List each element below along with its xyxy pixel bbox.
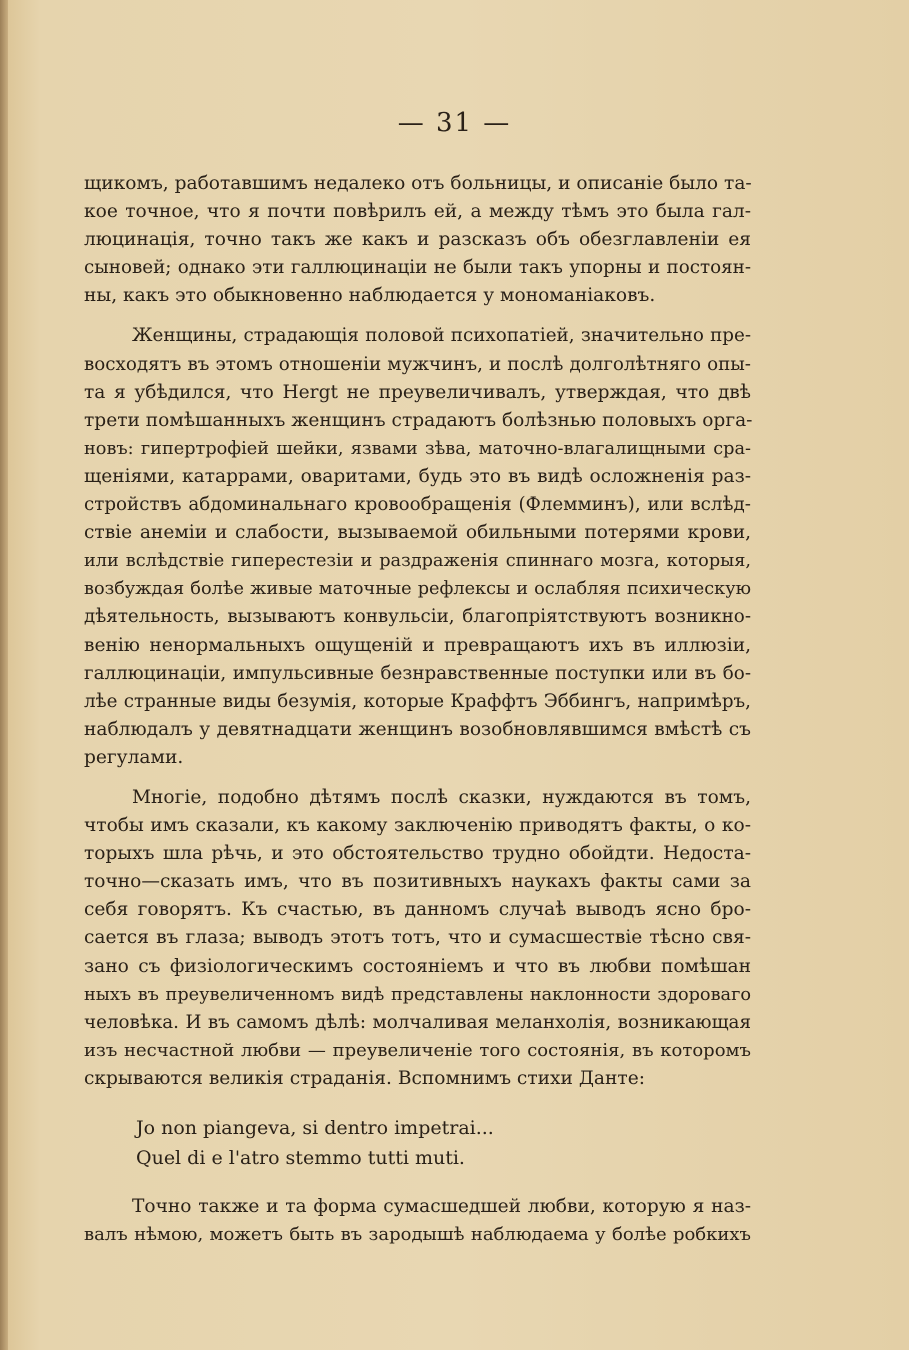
text-line: венію ненормальныхъ ощущеній и превращаютъ ихъ въ иллюзіи, <box>84 634 751 656</box>
text-line: Точно также и та форма сумасшедшей любви, которую я наз- <box>132 1196 751 1217</box>
text-line: ныхъ въ преувеличенномъ видѣ представлены наклонности здороваго <box>84 984 751 1005</box>
verse-quote <box>84 1113 751 1173</box>
text-line: восходятъ въ этомъ отношеніи мужчинъ, и послѣ долголѣтняго опы- <box>84 353 751 375</box>
text-line: щеніями, катаррами, оваритами, будь это въ видѣ осложненія раз- <box>84 465 751 487</box>
text-line: изъ несчастной любви — преувеличеніе того состоянія, въ которомъ <box>84 1039 751 1061</box>
text-line: трети помѣшанныхъ женщинъ страдаютъ болѣзнью половыхъ орга- <box>84 409 753 431</box>
text-line: сается въ глаза; выводъ этотъ тотъ, что и сумасшествіе тѣсно свя- <box>84 927 751 949</box>
text-line: зано съ физіологическимъ состояніемъ и что въ любви помѣшан <box>84 955 751 977</box>
text-line: ствіе анеміи и слабости, вызываемой обильными потерями крови, <box>84 522 751 544</box>
book-spine-shadow <box>0 0 8 1350</box>
text-line: сыновей; однако эти галлюцинаціи не были такъ упорны и постоян- <box>84 257 751 279</box>
text-line: регулами. <box>84 746 184 768</box>
paragraph-1 <box>84 170 751 310</box>
text-line: кое точное, что я почти повѣрилъ ей, а между тѣмъ это была гал- <box>84 201 751 223</box>
text-line: точно—сказать имъ, что въ позитивныхъ наукахъ факты сами за <box>84 871 751 893</box>
text-line: ны, какъ это обыкновенно наблюдается у мономаніаковъ. <box>84 285 656 307</box>
text-line: валъ нѣмою, можетъ быть въ зародышѣ наблюдаема у болѣе робкихъ <box>84 1224 751 1246</box>
text-line: новъ: гипертрофіей шейки, язвами зѣва, маточно-влагалищными сра- <box>84 438 751 459</box>
body-text <box>84 170 751 1249</box>
text-line: та я убѣдился, что Hergt не преувеличивалъ, утверждая, что двѣ <box>84 381 751 403</box>
text-line: лѣе странные виды безумія, которые Краффтъ Эббингъ, напримѣръ, <box>84 690 751 712</box>
text-line: Многіе, подобно дѣтямъ послѣ сказки, нуждаются въ томъ, <box>132 786 751 808</box>
text-line: возбуждая болѣе живые маточные рефлексы и ослабляя психическую <box>84 579 751 600</box>
paragraph-3 <box>84 784 751 1093</box>
verse-line: Quel di e l'atro stemmo tutti muti. <box>136 1147 465 1169</box>
text-line: себя говорятъ. Къ счастью, въ данномъ случаѣ выводъ ясно бро- <box>84 899 751 921</box>
text-line: дѣятельность, вызываютъ конвульсіи, благопріятствуютъ возникно- <box>84 606 751 628</box>
text-line: чтобы имъ сказали, къ какому заключенію приводятъ факты, о ко- <box>84 815 751 837</box>
text-line: люцинація, точно такъ же какъ и разсказъ объ обезглавленіи ея <box>84 229 751 251</box>
text-line: торыхъ шла рѣчь, и это обстоятельство трудно обойдти. Недоста- <box>84 843 751 865</box>
paragraph-4 <box>84 1193 751 1249</box>
text-line: стройствъ абдоминальнаго кровообращенія (Флемминъ), или вслѣд- <box>84 494 751 516</box>
text-line: щикомъ, работавшимъ недалеко отъ больницы, и описаніе было та- <box>84 173 752 194</box>
text-line: наблюдалъ у девятнадцати женщинъ возобновлявшимся вмѣстѣ съ <box>84 718 751 740</box>
text-line: или вслѣдствіе гиперестезіи и раздраженія спиннаго мозга, которыя, <box>84 551 751 572</box>
paragraph-2 <box>84 322 751 772</box>
text-line: галлюцинаціи, импульсивные безнравственные поступки или въ бо- <box>84 662 751 684</box>
text-line: Женщины, страдающія половой психопатіей, значительно пре- <box>132 325 751 347</box>
text-line: человѣка. И въ самомъ дѣлѣ: молчаливая меланхолія, возникающая <box>84 1011 751 1033</box>
verse-line: Jo non piangeva, si dentro impetrai... <box>136 1117 494 1139</box>
page-number: — 31 — <box>397 108 512 138</box>
text-line: скрываются великія страданія. Вспомнимъ стихи Данте: <box>84 1067 645 1089</box>
